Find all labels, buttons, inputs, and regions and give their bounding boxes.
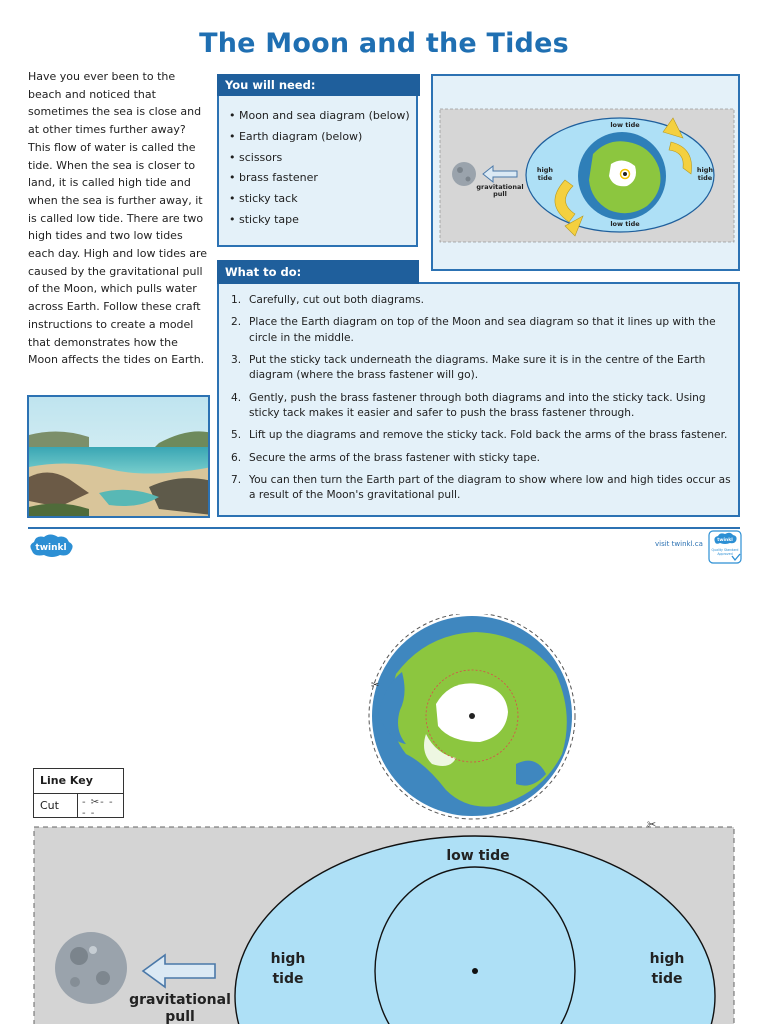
list-item <box>231 473 731 503</box>
list-item <box>231 391 731 421</box>
twinkl-logo[interactable] <box>28 533 74 563</box>
badge-text-2: Approved <box>717 552 733 556</box>
step-text: Secure the arms of the brass fastener with sticky tape. <box>249 451 541 464</box>
preview-low-tide-bottom: low tide <box>610 220 640 228</box>
earth-cutout <box>366 614 580 824</box>
step-number: 3. <box>231 353 242 366</box>
step-text: Put the sticky tack underneath the diagrams. Make sure it is in the centre of the Earth diagram (where the brass fastener will go). <box>249 353 706 382</box>
diagram-high-right-1: high <box>649 951 685 967</box>
diagram-pull-2: pull <box>165 1009 195 1024</box>
list-item <box>231 428 731 443</box>
page-title: The Moon and the Tides <box>199 28 569 59</box>
moon-icon <box>452 162 476 186</box>
list-item <box>231 451 731 466</box>
preview-high-left-2: tide <box>537 174 553 182</box>
earth-icon <box>578 132 666 220</box>
preview-high-right-1: high <box>696 166 714 174</box>
step-text: Gently, push the brass fastener through both diagrams and into the sticky tack. Using sticky tack makes it easier and safer to push the brass fastener through. <box>249 391 706 419</box>
what-to-do-heading: What to do: <box>217 260 419 284</box>
you-will-need-panel <box>217 74 418 247</box>
moon-sea-cutout <box>33 820 735 1024</box>
preview-low-tide-top: low tide <box>610 121 640 129</box>
list-item: • Earth diagram (below) <box>229 129 363 143</box>
diagram-high-left-2: tide <box>272 971 304 987</box>
list-item: • Moon and sea diagram (below) <box>229 109 410 122</box>
scissors-icon: ✂ <box>371 680 380 691</box>
quality-badge <box>708 530 742 568</box>
scissors-icon: ✂ <box>647 820 657 831</box>
list-item <box>231 353 731 383</box>
list-item: • scissors <box>229 150 283 164</box>
diagram-preview-panel <box>431 74 740 271</box>
badge-text-1: Quality Standard <box>711 548 739 552</box>
diagram-high-right-2: tide <box>651 971 683 987</box>
moon-icon <box>55 932 127 1004</box>
steps-list <box>231 293 731 511</box>
step-text: Lift up the diagrams and remove the sticky tack. Fold back the arms of the brass fastener. <box>249 429 728 442</box>
intro-paragraph: Have you ever been to the beach and noticed that sometimes the sea is close and at other times further away? This flow of water is called the tide. When the sea is closer to land, it is called high tide and when the sea is further away, it is called low tide. There are two high tides and two low tides each day. High and low tides are caused by the gravitational pull of the Moon, which pulls water across Earth. Follow these craft instructions to create a model that demonstrates how the Moon affects the tides on Earth. <box>28 70 208 367</box>
step-number: 1. <box>231 294 242 306</box>
list-item: • brass fastener <box>229 171 318 185</box>
step-number: 7. <box>231 473 242 486</box>
earth-icon <box>372 616 572 816</box>
step-text: Place the Earth diagram on top of the Moon and sea diagram so that it lines up with the circle in the middle. <box>249 316 716 344</box>
diagram-pull-1: gravitational <box>129 992 231 1008</box>
badge-logo-text: twinkl <box>717 538 733 543</box>
diagram-high-left-1: high <box>270 951 306 967</box>
list-item <box>231 315 731 345</box>
line-key <box>33 768 124 818</box>
line-key-cut-label: Cut <box>34 794 78 818</box>
step-number: 5. <box>231 429 242 442</box>
step-text: Carefully, cut out both diagrams. <box>249 294 425 306</box>
materials-list <box>229 106 410 231</box>
line-key-row <box>34 794 123 818</box>
you-will-need-heading: You will need: <box>217 74 420 96</box>
step-number: 2. <box>231 316 242 329</box>
what-to-do-panel <box>217 282 740 517</box>
step-number: 4. <box>231 391 242 404</box>
preview-high-right-2: tide <box>697 174 713 182</box>
diagram-low-tide: low tide <box>446 848 510 864</box>
twinkl-logo-text: twinkl <box>35 543 67 553</box>
step-text: You can then turn the Earth part of the diagram to show where low and high tides occur as a result of the Moon's gravitational pull. <box>249 473 731 502</box>
preview-high-left-1: high <box>536 166 554 174</box>
preview-pull-1: gravitational <box>476 183 524 191</box>
footer-divider <box>28 527 740 529</box>
step-number: 6. <box>231 451 242 464</box>
preview-pull-2: pull <box>493 190 507 198</box>
list-item: • sticky tack <box>229 192 298 206</box>
line-key-title: Line Key <box>34 769 123 794</box>
line-key-cut-symbol: - ✂- - - - <box>82 797 114 819</box>
visit-link[interactable]: visit twinkl.ca <box>655 540 703 548</box>
beach-image <box>27 395 210 518</box>
list-item <box>231 293 731 308</box>
list-item: • sticky tape <box>229 212 299 226</box>
